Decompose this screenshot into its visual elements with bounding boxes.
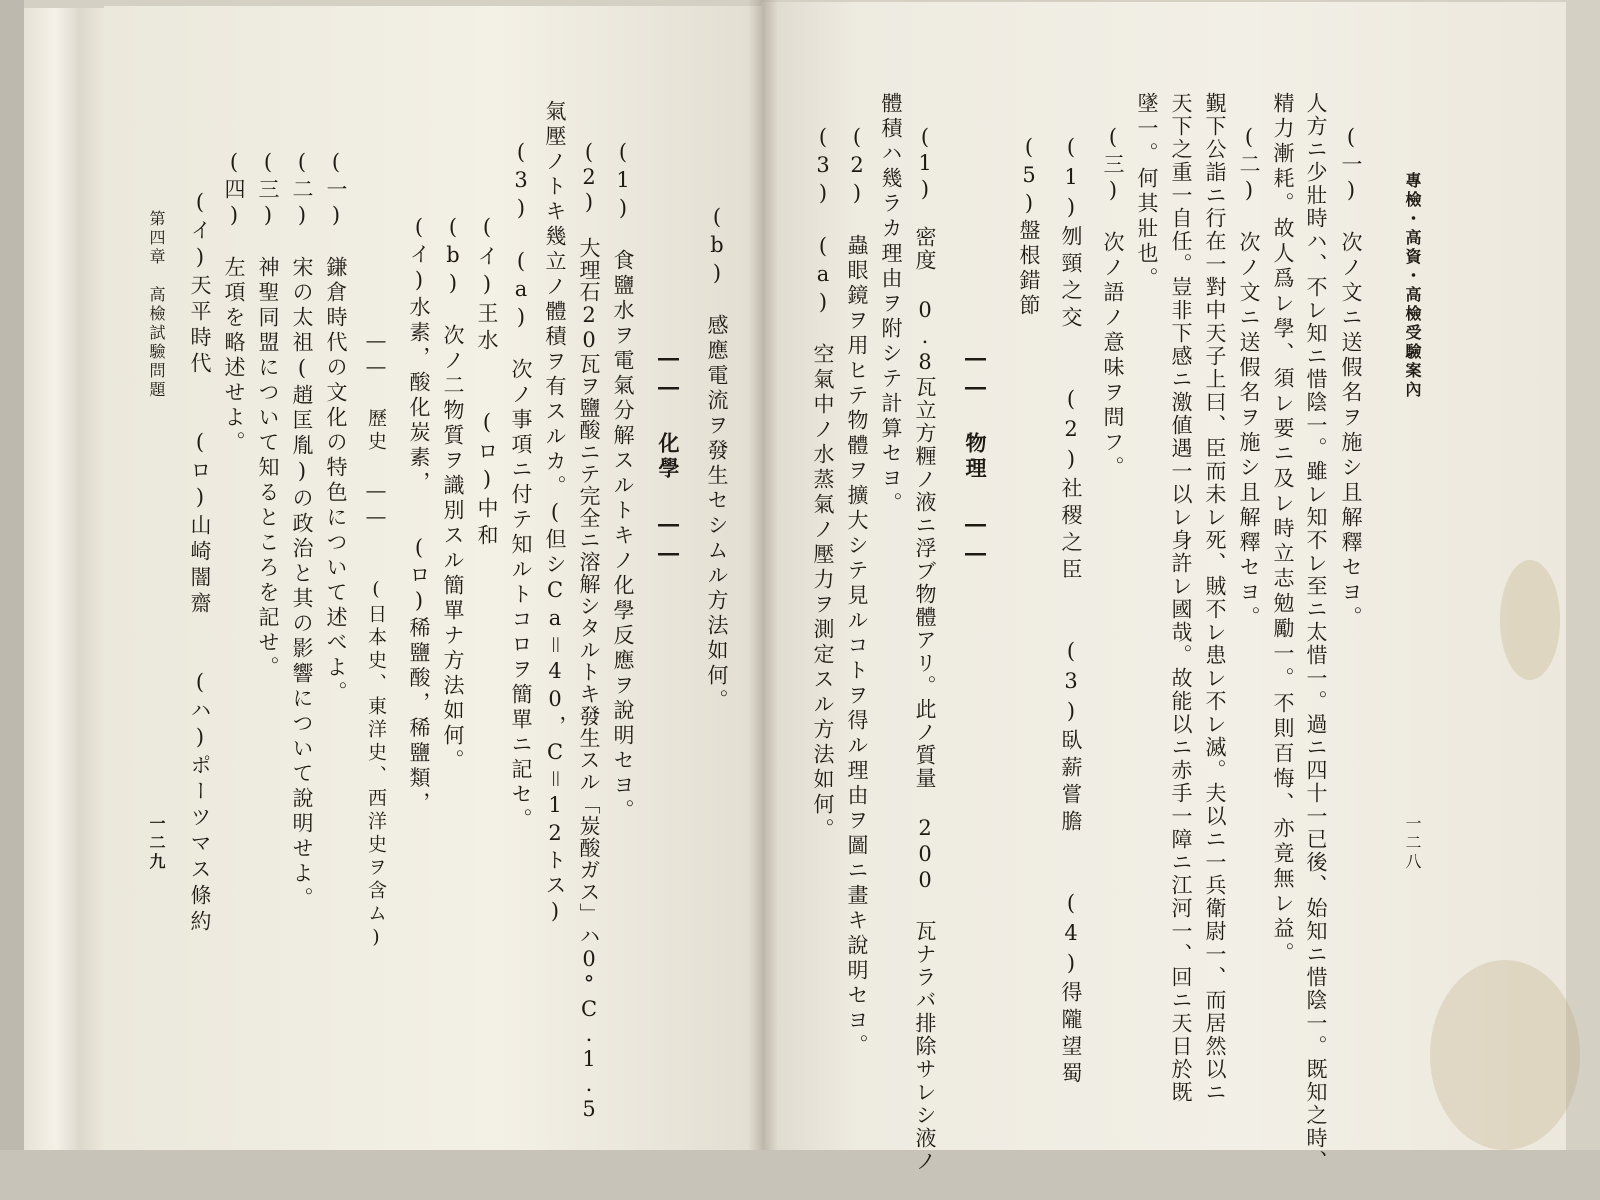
text-line: 人方ニ少壯時ハ、不レ知ニ惜陰一。雖レ知不レ至ニ太惜一。過ニ四十一已後、始知ニ惜陰一。既知之時、 xyxy=(1304,92,1328,1173)
text-line: (三) 神聖同盟について知るところを記せ。 xyxy=(256,150,280,681)
text-line: (2) 蟲眼鏡ヲ用ヒテ物體ヲ擴大シテ見ルコトヲ得ル理由ヲ圖ニ畫キ說明セヨ。 xyxy=(845,125,869,1059)
text-line: (一) 次ノ文ニ送假名ヲ施シ且解釋セヨ。 xyxy=(1339,125,1363,631)
text-line: (イ)王水 (ロ)中和 xyxy=(475,215,499,551)
text-line: (1) 食鹽水ヲ電氣分解スルトキノ化學反應ヲ說明セヨ。 xyxy=(611,140,635,824)
right-page-number: 一二八 xyxy=(1403,815,1422,872)
section-heading-chemistry: ―― 化學 ―― xyxy=(656,345,681,569)
text-line: (b) 次ノ二物質ヲ識別スル簡單ナ方法如何。 xyxy=(441,215,465,774)
paper-stain xyxy=(1500,560,1560,680)
text-line: (一) 鎌倉時代の文化の特色について述べよ。 xyxy=(324,150,348,706)
left-page-footer-chapter: 第四章 高檢試驗問題 xyxy=(147,210,166,400)
text-line: (3) (a) 空氣中ノ水蒸氣ノ壓力ヲ測定スル方法如何。 xyxy=(811,125,835,843)
text-line: (3) (a) 次ノ事項ニ付テ知ルトコロヲ簡單ニ記セ。 xyxy=(509,140,533,833)
left-page-number: 一二九 xyxy=(147,815,166,872)
text-line: 覲下公詣ニ行在一對中天子上曰、臣而未レ死、賊不レ患レ不レ滅。夫以ニ一兵衛尉一、而居然以ニ xyxy=(1203,92,1227,1104)
scan-background-bottom xyxy=(0,1150,1600,1200)
text-line: (四) 左項を略述せよ。 xyxy=(222,150,246,456)
text-line: (5)盤根錯節 xyxy=(1017,135,1041,319)
section-heading-history: ―― 歷史 ―― (日本史、東洋史、西洋史ヲ含ム) xyxy=(365,330,387,952)
text-line: 精力漸耗。故人爲レ學、須レ要ニ及レ時立志勉勵一。不則百悔、亦竟無レ益。 xyxy=(1271,92,1295,967)
scan-background xyxy=(0,0,24,1200)
text-line: 體積ハ幾ラカ理由ヲ附シテ計算セヨ。 xyxy=(879,92,903,517)
text-line: 天下之重一自任。豈非下感ニ激値遇一以レ身許レ國哉。故能以ニ赤手一障ニ江河一、回ニ天日於既 xyxy=(1169,92,1193,1104)
text-line: 墜一。何其壯也。 xyxy=(1135,92,1159,292)
text-line: (三) 次ノ語ノ意味ヲ問フ。 xyxy=(1101,125,1125,481)
right-page-header: 專檢・高資・高檢受驗案內 xyxy=(1403,172,1422,400)
section-heading-physics: ―― 物理 ―― xyxy=(963,345,988,569)
book-gutter xyxy=(748,0,778,1200)
text-line: (二) 次ノ文ニ送假名ヲ施シ且解釋セヨ。 xyxy=(1237,125,1261,631)
text-line: (二) 宋の太祖(趙匡胤)の政治と其の影響について說明せよ。 xyxy=(290,150,314,912)
text-line: (1) 密度 0.8瓦立方糎ノ液ニ浮ブ物體アリ。此ノ質量 200 瓦ナラバ排除サレシ液ノ xyxy=(913,125,937,1173)
text-line: 氣壓ノトキ幾立ノ體積ヲ有スルカ。(但シCa＝40，C＝12トス) xyxy=(543,100,567,927)
text-line: (b) 感應電流ヲ發生セシムル方法如何。 xyxy=(705,205,729,714)
text-line: (イ)天平時代 (ロ)山崎闇齋 (ハ)ポーツマス條約 xyxy=(188,190,212,936)
text-line: (イ)水素，酸化炭素， (ロ)稀鹽酸，稀鹽類， xyxy=(407,215,431,817)
page-stack-edge xyxy=(24,8,104,1158)
text-line: (1)刎頸之交 (2)社稷之臣 (3)臥薪嘗膽 (4)得隴望蜀 xyxy=(1059,135,1083,1089)
text-line: (2) 大理石20瓦ヲ鹽酸ニテ完全ニ溶解シタルトキ發生スル「炭酸ガス」ハ0°C.1.5 xyxy=(577,140,601,1122)
paper-stain xyxy=(1430,960,1580,1150)
